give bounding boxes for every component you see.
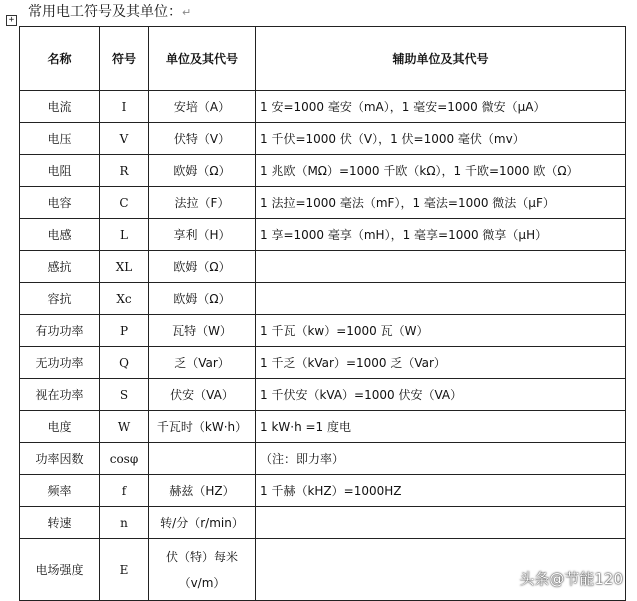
units-table xyxy=(19,26,626,601)
table-row xyxy=(20,475,626,507)
cell-name: 功率因数 xyxy=(20,443,100,475)
table-row xyxy=(20,251,626,283)
table-row xyxy=(20,155,626,187)
table-row xyxy=(20,315,626,347)
cell-name: 电阻 xyxy=(20,155,100,187)
cell-name: 无功功率 xyxy=(20,347,100,379)
cell-unit: 瓦特（W） xyxy=(149,315,256,347)
cell-name: 视在功率 xyxy=(20,379,100,411)
cell-symbol: f xyxy=(100,475,149,507)
cell-symbol: C xyxy=(100,187,149,219)
cell-aux: 1 千乏（kVar）=1000 乏（Var） xyxy=(256,347,626,379)
cell-symbol: E xyxy=(100,539,149,601)
table-row xyxy=(20,507,626,539)
cell-aux: （注：即力率） xyxy=(256,443,626,475)
cell-symbol: Xc xyxy=(100,283,149,315)
cell-aux: 1 兆欧（MΩ）=1000 千欧（kΩ），1 千欧=1000 欧（Ω） xyxy=(256,155,626,187)
document-title: 常用电工符号及其单位：↵ xyxy=(28,4,192,20)
cell-aux: 1 享=1000 毫享（mH），1 毫享=1000 微享（μH） xyxy=(256,219,626,251)
cell-symbol: V xyxy=(100,123,149,155)
cell-aux: 1 千伏安（kVA）=1000 伏安（VA） xyxy=(256,379,626,411)
cell-name: 有功功率 xyxy=(20,315,100,347)
cell-unit: 乏（Var） xyxy=(149,347,256,379)
cell-unit: 法拉（F） xyxy=(149,187,256,219)
cell-symbol: L xyxy=(100,219,149,251)
cell-name: 电感 xyxy=(20,219,100,251)
cell-unit: 赫兹（HZ） xyxy=(149,475,256,507)
table-row xyxy=(20,347,626,379)
cell-unit: 伏特（V） xyxy=(149,123,256,155)
cell-aux xyxy=(256,251,626,283)
header-aux-unit: 辅助单位及其代号 xyxy=(256,27,626,91)
cell-name: 电流 xyxy=(20,91,100,123)
cell-aux: 1 千赫（kHZ）=1000HZ xyxy=(256,475,626,507)
cell-unit: 安培（A） xyxy=(149,91,256,123)
table-row xyxy=(20,411,626,443)
cell-name: 转速 xyxy=(20,507,100,539)
cell-aux: 1 安=1000 毫安（mA），1 毫安=1000 微安（μA） xyxy=(256,91,626,123)
cell-unit: 伏（特）每米（v/m） xyxy=(149,539,256,601)
cell-aux xyxy=(256,507,626,539)
cell-symbol: R xyxy=(100,155,149,187)
cell-symbol: W xyxy=(100,411,149,443)
cell-unit: 欧姆（Ω） xyxy=(149,283,256,315)
table-row xyxy=(20,123,626,155)
table-row xyxy=(20,283,626,315)
table-row xyxy=(20,91,626,123)
cell-name: 电容 xyxy=(20,187,100,219)
cell-aux: 1 法拉=1000 毫法（mF），1 毫法=1000 微法（μF） xyxy=(256,187,626,219)
cell-symbol: Q xyxy=(100,347,149,379)
cell-symbol: P xyxy=(100,315,149,347)
table-row xyxy=(20,219,626,251)
cell-unit: 转/分（r/min） xyxy=(149,507,256,539)
cell-name: 电场强度 xyxy=(20,539,100,601)
cell-unit: 伏安（VA） xyxy=(149,379,256,411)
watermark: 头条@节能120 xyxy=(519,570,623,588)
table-header-row xyxy=(20,27,626,91)
table-row xyxy=(20,187,626,219)
cell-unit: 欧姆（Ω） xyxy=(149,155,256,187)
cell-symbol: I xyxy=(100,91,149,123)
cell-unit: 欧姆（Ω） xyxy=(149,251,256,283)
cell-unit: 享利（H） xyxy=(149,219,256,251)
cell-symbol: XL xyxy=(100,251,149,283)
cell-symbol: cosφ xyxy=(100,443,149,475)
cell-unit: 千瓦时（kW·h） xyxy=(149,411,256,443)
cell-name: 频率 xyxy=(20,475,100,507)
cell-name: 电度 xyxy=(20,411,100,443)
table-row xyxy=(20,379,626,411)
cell-aux xyxy=(256,283,626,315)
cell-name: 感抗 xyxy=(20,251,100,283)
header-unit: 单位及其代号 xyxy=(149,27,256,91)
header-name: 名称 xyxy=(20,27,100,91)
cell-aux: 1 千伏=1000 伏（V），1 伏=1000 毫伏（mv） xyxy=(256,123,626,155)
cell-name: 容抗 xyxy=(20,283,100,315)
cell-symbol: n xyxy=(100,507,149,539)
cell-unit xyxy=(149,443,256,475)
cell-symbol: S xyxy=(100,379,149,411)
header-symbol: 符号 xyxy=(100,27,149,91)
cell-name: 电压 xyxy=(20,123,100,155)
cell-aux: 1 kW·h =1 度电 xyxy=(256,411,626,443)
cell-aux: 1 千瓦（kw）=1000 瓦（W） xyxy=(256,315,626,347)
paragraph-mark-icon: ↵ xyxy=(182,6,192,19)
table-row xyxy=(20,443,626,475)
table-anchor-icon[interactable]: + xyxy=(6,15,17,26)
